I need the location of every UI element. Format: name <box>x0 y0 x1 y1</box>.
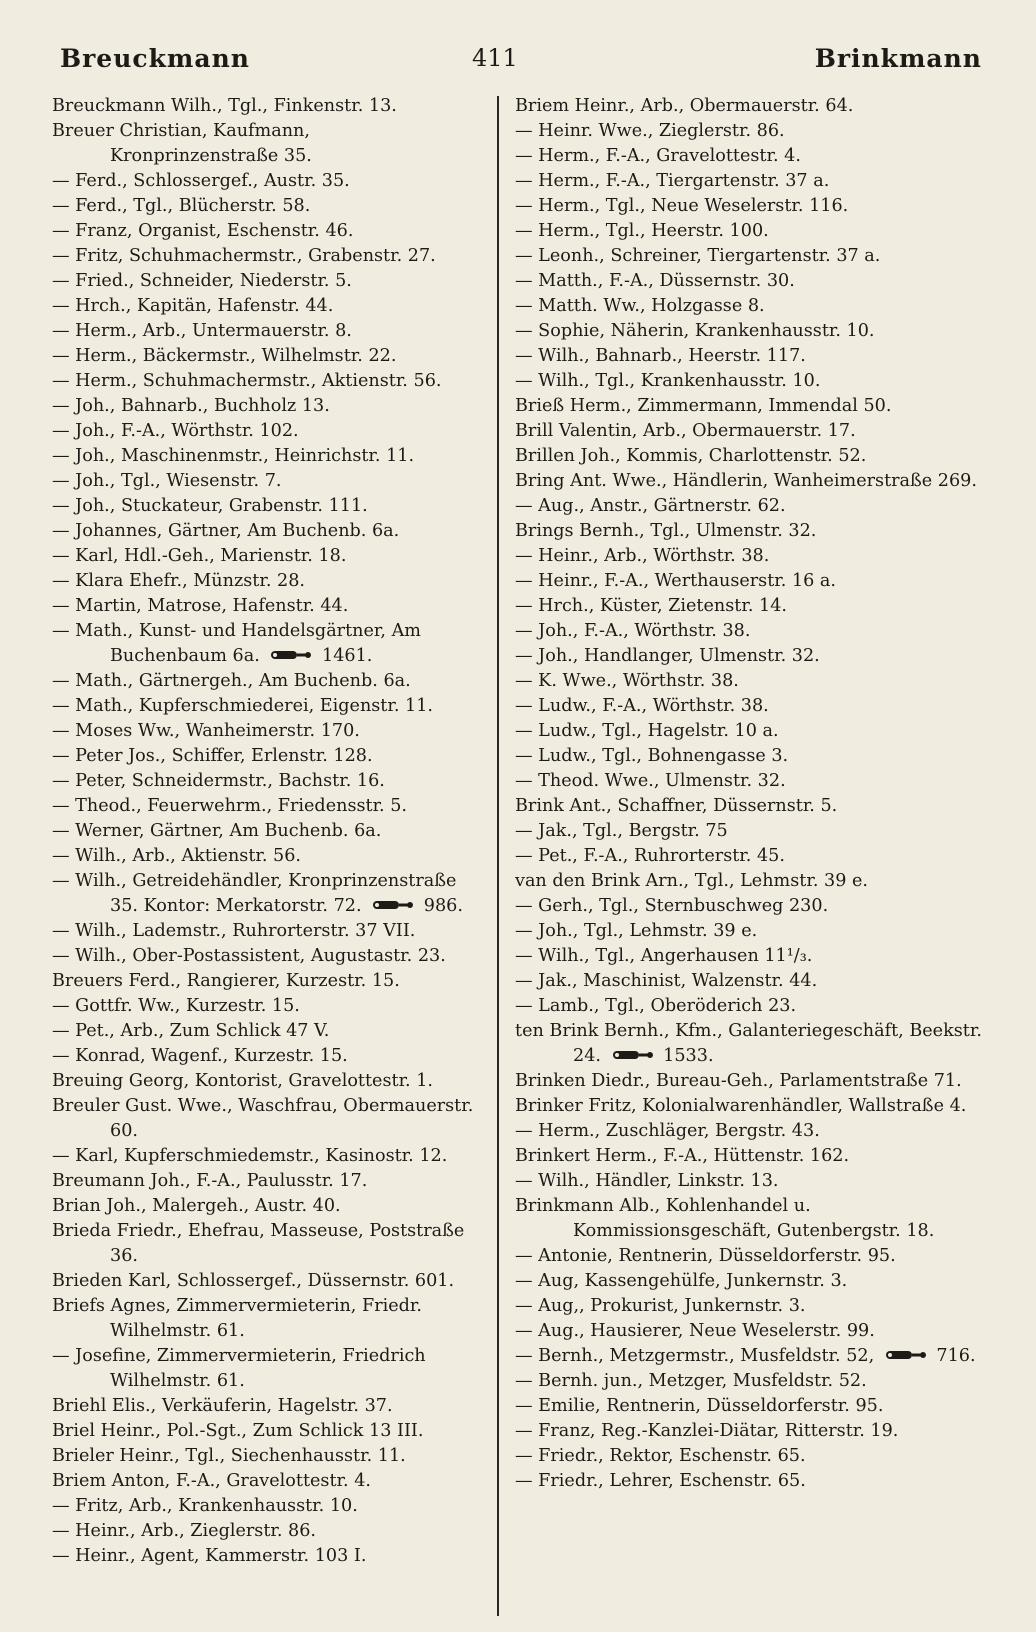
directory-entry: Breuler Gust. Wwe., Waschfrau, Obermauerstr. 60. <box>52 1096 474 1141</box>
directory-entry: — Johannes, Gärtner, Am Buchenb. 6a. <box>52 521 400 541</box>
page-number: 411 <box>472 44 518 72</box>
directory-entry: Brian Joh., Malergeh., Austr. 40. <box>52 1196 341 1216</box>
directory-entry: — Karl, Kupferschmiedemstr., Kasinostr. 12. <box>52 1146 448 1166</box>
directory-entry: — Herm., Tgl., Heerstr. 100. <box>515 221 769 241</box>
directory-entry: — Theod. Wwe., Ulmenstr. 32. <box>515 771 786 791</box>
directory-entry: — Sophie, Näherin, Krankenhausstr. 10. <box>515 321 875 341</box>
directory-entry: — Aug., Anstr., Gärtnerstr. 62. <box>515 496 786 516</box>
directory-entry: — Herm., Schuhmachermstr., Aktienstr. 56. <box>52 371 442 391</box>
directory-entry: — Ludw., F.-A., Wörthstr. 38. <box>515 696 769 716</box>
telephone-icon <box>884 1347 926 1363</box>
directory-entry: — Herm., Arb., Untermauerstr. 8. <box>52 321 352 341</box>
directory-entry: — Heinr., Arb., Zieglerstr. 86. <box>52 1521 317 1541</box>
directory-entry: — Franz, Reg.-Kanzlei-Diätar, Ritterstr. 19. <box>515 1421 899 1441</box>
directory-entry: — Math., Kupferschmiederei, Eigenstr. 11. <box>52 696 434 716</box>
directory-entry: Brinker Fritz, Kolonialwarenhändler, Wallstraße 4. <box>515 1096 967 1116</box>
directory-entry: — Moses Ww., Wanheimerstr. 170. <box>52 721 360 741</box>
directory-entry: van den Brink Arn., Tgl., Lehmstr. 39 e. <box>515 871 868 891</box>
directory-entry: Brieden Karl, Schlossergef., Düssernstr. 601. <box>52 1271 455 1291</box>
directory-entry: — Gerh., Tgl., Sternbuschweg 230. <box>515 896 829 916</box>
directory-entry: Brill Valentin, Arb., Obermauerstr. 17. <box>515 421 856 441</box>
directory-entry: — Friedr., Lehrer, Eschenstr. 65. <box>515 1471 806 1491</box>
directory-entry: — Klara Ehefr., Münzstr. 28. <box>52 571 305 591</box>
directory-entry: — Math., Kunst- und Handelsgärtner, Am Buchenbaum 6a. 1461. <box>52 621 421 666</box>
directory-entry: — Herm., Bäckermstr., Wilhelmstr. 22. <box>52 346 397 366</box>
directory-entry: — Joh., Maschinenmstr., Heinrichstr. 11. <box>52 446 415 466</box>
directory-entry: Brinkmann Alb., Kohlenhandel u. Kommissionsgeschäft, Gutenbergstr. 18. <box>515 1196 935 1241</box>
directory-entry: — Math., Gärtnergeh., Am Buchenb. 6a. <box>52 671 411 691</box>
directory-entry: — Friedr., Rektor, Eschenstr. 65. <box>515 1446 806 1466</box>
directory-entry: — Joh., Tgl., Wiesenstr. 7. <box>52 471 282 491</box>
directory-entry: — Hrch., Kapitän, Hafenstr. 44. <box>52 296 334 316</box>
directory-entry: Brings Bernh., Tgl., Ulmenstr. 32. <box>515 521 817 541</box>
directory-entry: — Joh., F.-A., Wörthstr. 38. <box>515 621 751 641</box>
page-header <box>52 44 982 84</box>
directory-entry: — Hrch., Küster, Zietenstr. 14. <box>515 596 787 616</box>
directory-entry: Brinkert Herm., F.-A., Hüttenstr. 162. <box>515 1146 850 1166</box>
directory-entry: — Fried., Schneider, Niederstr. 5. <box>52 271 352 291</box>
directory-entry: Bring Ant. Wwe., Händlerin, Wanheimerstraße 269. <box>515 471 977 491</box>
directory-entry: — Konrad, Wagenf., Kurzestr. 15. <box>52 1046 348 1066</box>
directory-entry: — Wilh., Lademstr., Ruhrorterstr. 37 VII. <box>52 921 416 941</box>
header-right-keyword: Brinkmann <box>814 44 982 73</box>
directory-entry: — Ludw., Tgl., Bohnengasse 3. <box>515 746 789 766</box>
right-column <box>515 94 985 1624</box>
directory-entry: Briem Heinr., Arb., Obermauerstr. 64. <box>515 96 854 116</box>
telephone-icon <box>371 897 413 913</box>
directory-entry: — Fritz, Arb., Krankenhausstr. 10. <box>52 1496 358 1516</box>
directory-entry: — Bernh. jun., Metzger, Musfeldstr. 52. <box>515 1371 867 1391</box>
directory-entry: Briem Anton, F.-A., Gravelottestr. 4. <box>52 1471 371 1491</box>
directory-entry: — Ferd., Schlossergef., Austr. 35. <box>52 171 350 191</box>
directory-entry: — Matth. Ww., Holzgasse 8. <box>515 296 765 316</box>
directory-entry: — Wilh., Bahnarb., Heerstr. 117. <box>515 346 806 366</box>
header-left-keyword: Breuckmann <box>60 44 250 73</box>
directory-entry: — Martin, Matrose, Hafenstr. 44. <box>52 596 349 616</box>
directory-entry: — Wilh., Tgl., Krankenhausstr. 10. <box>515 371 821 391</box>
directory-entry: Brink Ant., Schaffner, Düssernstr. 5. <box>515 796 838 816</box>
left-column <box>52 94 482 1624</box>
directory-entry: — Lamb., Tgl., Oberöderich 23. <box>515 996 797 1016</box>
directory-entry: Breuckmann Wilh., Tgl., Finkenstr. 13. <box>52 96 397 116</box>
directory-entry: — Joh., F.-A., Wörthstr. 102. <box>52 421 299 441</box>
directory-entry: Briehl Elis., Verkäuferin, Hagelstr. 37. <box>52 1396 393 1416</box>
directory-entry: — Werner, Gärtner, Am Buchenb. 6a. <box>52 821 382 841</box>
directory-entry: — Heinr., F.-A., Werthauserstr. 16 a. <box>515 571 837 591</box>
directory-entry: — Aug,, Prokurist, Junkernstr. 3. <box>515 1296 806 1316</box>
directory-entry: — Aug, Kassengehülfe, Junkernstr. 3. <box>515 1271 848 1291</box>
directory-entry: — Herm., F.-A., Tiergartenstr. 37 a. <box>515 171 830 191</box>
directory-entry: Briefs Agnes, Zimmervermieterin, Friedr. Wilhelmstr. 61. <box>52 1296 422 1341</box>
directory-entry: — Matth., F.-A., Düssernstr. 30. <box>515 271 795 291</box>
directory-entry: Breuer Christian, Kaufmann, Kronprinzenstraße 35. <box>52 121 312 166</box>
directory-entry: Brillen Joh., Kommis, Charlottenstr. 52. <box>515 446 867 466</box>
directory-entry: — Antonie, Rentnerin, Düsseldorferstr. 95. <box>515 1246 896 1266</box>
directory-entry: — Ludw., Tgl., Hagelstr. 10 a. <box>515 721 779 741</box>
directory-entry: — Joh., Handlanger, Ulmenstr. 32. <box>515 646 820 666</box>
directory-entry: — Herm., Tgl., Neue Weselerstr. 116. <box>515 196 849 216</box>
telephone-icon <box>269 647 311 663</box>
directory-entry: Brieß Herm., Zimmermann, Immendal 50. <box>515 396 892 416</box>
directory-entry: Breuers Ferd., Rangierer, Kurzestr. 15. <box>52 971 400 991</box>
directory-entry: — Karl, Hdl.-Geh., Marienstr. 18. <box>52 546 347 566</box>
directory-entry: — Emilie, Rentnerin, Düsseldorferstr. 95. <box>515 1396 884 1416</box>
directory-entry: ten Brink Bernh., Kfm., Galanteriegeschäft, Beekstr. 24. 1533. <box>515 1021 982 1066</box>
directory-entry: — Josefine, Zimmervermieterin, Friedrich Wilhelmstr. 61. <box>52 1346 426 1391</box>
directory-entry: — Aug., Hausierer, Neue Weselerstr. 99. <box>515 1321 875 1341</box>
directory-entry: — Joh., Tgl., Lehmstr. 39 e. <box>515 921 758 941</box>
directory-entry: — Theod., Feuerwehrm., Friedensstr. 5. <box>52 796 408 816</box>
directory-entry: Brieda Friedr., Ehefrau, Masseuse, Poststraße 36. <box>52 1221 465 1266</box>
directory-entry: — Peter, Schneidermstr., Bachstr. 16. <box>52 771 385 791</box>
directory-entry: — Pet., Arb., Zum Schlick 47 V. <box>52 1021 330 1041</box>
directory-entry: — Wilh., Arb., Aktienstr. 56. <box>52 846 302 866</box>
directory-entry: — Joh., Stuckateur, Grabenstr. 111. <box>52 496 368 516</box>
directory-entry: — Leonh., Schreiner, Tiergartenstr. 37 a. <box>515 246 881 266</box>
directory-entry: — Peter Jos., Schiffer, Erlenstr. 128. <box>52 746 373 766</box>
directory-entry: — Wilh., Getreidehändler, Kronprinzenstraße 35. Kontor: Merkatorstr. 72. 986. <box>52 871 463 916</box>
directory-entry: — Bernh., Metzgermstr., Musfeldstr. 52, 716. <box>515 1346 976 1366</box>
directory-entry: — Jak., Maschinist, Walzenstr. 44. <box>515 971 818 991</box>
column-divider <box>497 96 499 1616</box>
directory-entry: — Ferd., Tgl., Blücherstr. 58. <box>52 196 311 216</box>
directory-entry: Brieler Heinr., Tgl., Siechenhausstr. 11. <box>52 1446 406 1466</box>
directory-entry: — Herm., Zuschläger, Bergstr. 43. <box>515 1121 820 1141</box>
directory-entry: — Heinr. Wwe., Zieglerstr. 86. <box>515 121 785 141</box>
directory-entry: — Fritz, Schuhmachermstr., Grabenstr. 27. <box>52 246 436 266</box>
directory-entry: Breumann Joh., F.-A., Paulusstr. 17. <box>52 1171 368 1191</box>
directory-entry: — Pet., F.-A., Ruhrorterstr. 45. <box>515 846 785 866</box>
directory-entry: Breuing Georg, Kontorist, Gravelottestr. 1. <box>52 1071 434 1091</box>
directory-entry: — Heinr., Arb., Wörthstr. 38. <box>515 546 770 566</box>
directory-entry: — Wilh., Ober-Postassistent, Augustastr. 23. <box>52 946 446 966</box>
telephone-icon <box>611 1047 653 1063</box>
directory-entry: — Heinr., Agent, Kammerstr. 103 I. <box>52 1546 367 1566</box>
directory-entry: — Joh., Bahnarb., Buchholz 13. <box>52 396 330 416</box>
directory-entry: — Jak., Tgl., Bergstr. 75 <box>515 821 728 841</box>
directory-entry: — Franz, Organist, Eschenstr. 46. <box>52 221 354 241</box>
directory-entry: — Wilh., Tgl., Angerhausen 11¹/₃. <box>515 946 813 966</box>
directory-entry: — K. Wwe., Wörthstr. 38. <box>515 671 739 691</box>
directory-entry: — Herm., F.-A., Gravelottestr. 4. <box>515 146 801 166</box>
directory-entry: Brinken Diedr., Bureau-Geh., Parlamentstraße 71. <box>515 1071 962 1091</box>
directory-entry: — Gottfr. Ww., Kurzestr. 15. <box>52 996 300 1016</box>
directory-entry: Briel Heinr., Pol.-Sgt., Zum Schlick 13 III. <box>52 1421 424 1441</box>
directory-entry: — Wilh., Händler, Linkstr. 13. <box>515 1171 779 1191</box>
